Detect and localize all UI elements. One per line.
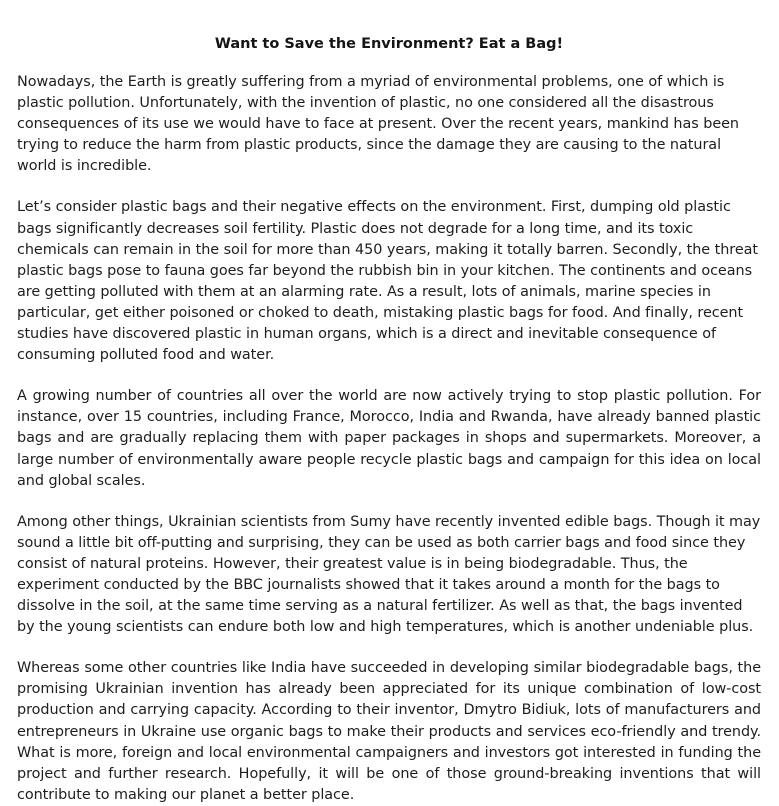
- paragraph-5: Whereas some other countries like India have succeeded in developing similar biodegradable bags, the promising Ukrainian invention has already been appreciated for its unique combination of low-cost production and carrying capacity. According to their inventor, Dmytro Bidiuk, lots of manufacturers and entrepreneurs in Ukraine use organic bags to make their products and services eco-friendly and trendy. What is more, foreign and local environmental campaigners and investors got interested in funding the project and further research. Hopefully, it will be one of those ground-breaking inventions that will contribute to making our planet a better place.: [17, 660, 761, 803]
- paragraph-1: Nowadays, the Earth is greatly suffering from a myriad of environmental problems, one of which is plastic pollution. Unfortunately, with the invention of plastic, no one considered all the disastrous consequences of its use we would have to face at present. Over the recent years, mankind has been trying to reduce the harm from plastic products, since the damage they are causing to the natural world is incredible.: [17, 74, 740, 175]
- article-title: Want to Save the Environment? Eat a Bag!: [214, 36, 564, 52]
- paragraph-4: Among other things, Ukrainian scientists from Sumy have recently invented edible bags. Though it may sound a little bit off-putting and surprising, they can be used as both carrier bags and food since they consist of natural proteins. However, their greatest value is in being biodegradable. Thus, the experiment conducted by the BBC journalists showed that it takes around a month for the bags to dissolve in the soil, at the same time serving as a natural fertilizer. As well as that, the bags invented by the young scientists can endure both low and high temperatures, which is another undeniable plus.: [17, 513, 761, 636]
- paragraph-2: Let’s consider plastic bags and their negative effects on the environment. First, dumping old plastic bags significantly decreases soil fertility. Plastic does not degrade for a long time, and its toxic chemicals can remain in the soil for more than 450 years, making it totally barren. Secondly, the threat plastic bags pose to fauna goes far beyond the rubbish bin in your kitchen. The continents and oceans are getting polluted with them at an alarming rate. As a result, lots of animals, marine species in particular, get either poisoned or choked to death, mistaking plastic bags for food. And finally, recent studies have discovered plastic in human organs, which is a direct and inevitable consequence of consuming polluted food and water.: [17, 199, 758, 364]
- paragraph-3: A growing number of countries all over the world are now actively trying to stop plastic pollution. For instance, over 15 countries, including France, Morocco, India and Rwanda, have already banned plastic bags and are gradually replacing them with paper packages in shops and supermarkets. Moreover, a large number of environmentally aware people recycle plastic bags and campaign for this idea on local and global scales.: [17, 388, 761, 489]
